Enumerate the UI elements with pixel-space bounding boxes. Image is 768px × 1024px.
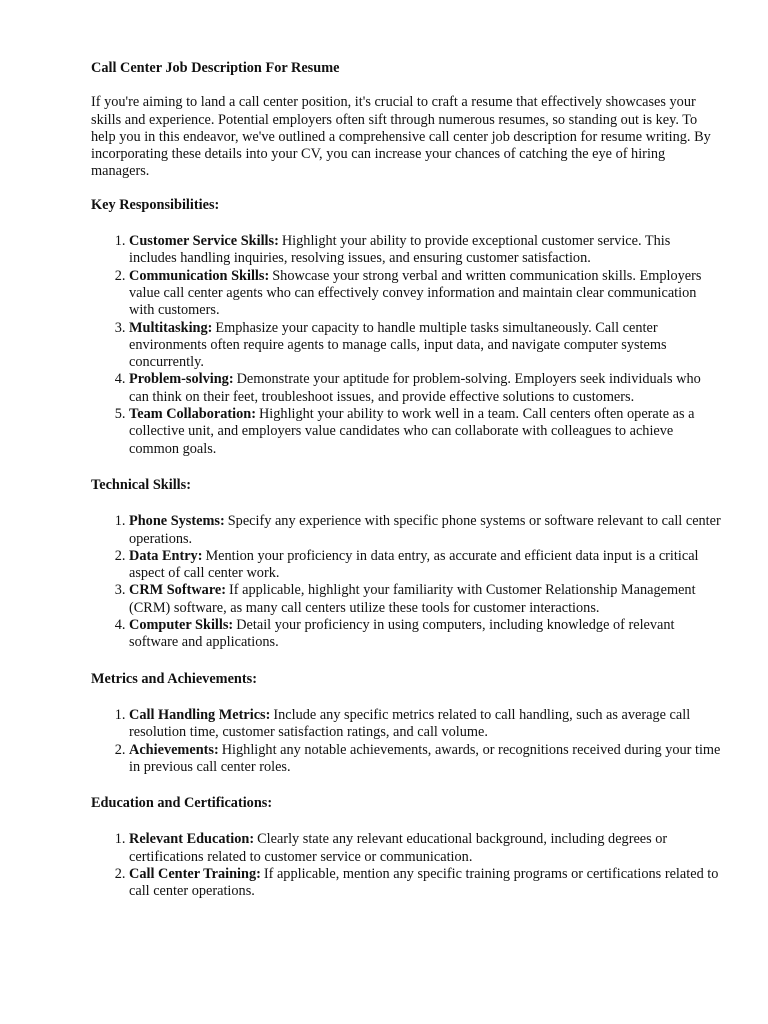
item-text: If applicable, highlight your familiarity with Customer Relationship Management (CRM) software, as many call centers utilize these tools for customer interactions. xyxy=(129,582,696,616)
item-text: Detail your proficiency in using computers, including knowledge of relevant software and applications. xyxy=(129,617,675,651)
list-item xyxy=(129,617,721,652)
list-item xyxy=(129,548,721,583)
item-text: Highlight your ability to provide exceptional customer service. This includes handling inquiries, resolving issues, and ensuring customer satisfaction. xyxy=(129,233,671,267)
intro-paragraph: If you're aiming to land a call center position, it's crucial to craft a resume that effectively showcases your skills and experience. Potential employers often sift through numerous resumes, so standing out is key. To help you in this endeavor, we've outlined a comprehensive call center job description for resume writing. By incorporating these details into your CV, you can increase your chances of catching the eye of hiring managers. xyxy=(91,94,711,180)
list-metrics-achievements xyxy=(91,707,721,776)
item-term: Data Entry: xyxy=(129,547,203,564)
section-heading-education-certifications: Education and Certifications: xyxy=(91,795,273,812)
item-text: If applicable, mention any specific training programs or certifications related to call center operations. xyxy=(129,865,719,900)
item-text: Emphasize your capacity to handle multiple tasks simultaneously. Call center environments often require agents to manage calls, input data, and navigate computer systems concurrently. xyxy=(129,319,667,371)
item-term: Team Collaboration: xyxy=(129,406,256,423)
item-text: Mention your proficiency in data entry, as accurate and efficient data input is a critical aspect of call center work. xyxy=(129,547,699,582)
item-text: Showcase your strong verbal and written communication skills. Employers value call center agents who can effectively convey information and maintain clear communication with customers. xyxy=(129,267,702,319)
list-item xyxy=(129,268,721,320)
item-text: Highlight your ability to work well in a team. Call centers often operate as a collective unit, and employers value candidates who can collaborate with colleagues to achieve common goals. xyxy=(129,406,695,457)
item-term: Computer Skills: xyxy=(129,617,234,634)
item-text: Highlight any notable achievements, awards, or recognitions received during your time in previous call center roles. xyxy=(129,741,721,775)
item-term: Call Center Training: xyxy=(129,865,261,882)
item-text: Clearly state any relevant educational background, including degrees or certifications related to customer service or communication. xyxy=(129,831,668,865)
item-term: Relevant Education: xyxy=(129,831,255,848)
list-item xyxy=(129,582,721,617)
item-term: Call Handling Metrics: xyxy=(129,706,271,723)
list-item xyxy=(129,233,721,268)
list-item xyxy=(129,707,721,742)
list-item xyxy=(129,371,721,406)
section-heading-metrics-achievements: Metrics and Achievements: xyxy=(91,670,257,687)
item-term: Achievements: xyxy=(129,741,219,758)
item-term: Communication Skills: xyxy=(129,267,270,284)
item-text: Specify any experience with specific phone systems or software relevant to call center operations. xyxy=(129,513,721,547)
list-item xyxy=(129,866,721,901)
list-key-responsibilities xyxy=(91,233,721,458)
item-text: Demonstrate your aptitude for problem-solving. Employers seek individuals who can think on their feet, troubleshoot issues, and provide effective solutions to customers. xyxy=(129,371,701,405)
list-education-certifications xyxy=(91,831,721,900)
list-item xyxy=(129,320,721,372)
item-term: Problem-solving: xyxy=(129,371,234,388)
section-heading-technical-skills: Technical Skills: xyxy=(91,476,191,493)
item-text: Include any specific metrics related to call handling, such as average call resolution time, customer satisfaction ratings, and call volume. xyxy=(129,706,691,741)
list-item xyxy=(129,513,721,548)
list-item xyxy=(129,406,721,458)
item-term: Multitasking: xyxy=(129,319,213,336)
item-term: Customer Service Skills: xyxy=(129,233,279,250)
section-heading-key-responsibilities: Key Responsibilities: xyxy=(91,196,220,213)
list-item xyxy=(129,831,721,866)
item-term: CRM Software: xyxy=(129,582,227,599)
document-title: Call Center Job Description For Resume xyxy=(91,60,340,76)
item-term: Phone Systems: xyxy=(129,513,225,530)
list-item xyxy=(129,742,721,777)
list-technical-skills xyxy=(91,513,721,651)
document-page xyxy=(91,60,721,920)
